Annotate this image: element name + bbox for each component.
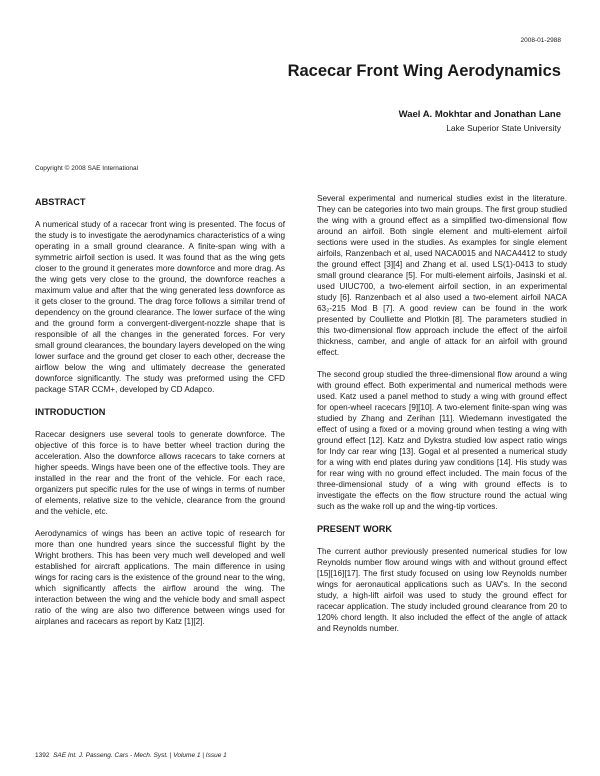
introduction-heading: INTRODUCTION (35, 407, 106, 417)
right-column (317, 193, 567, 645)
page-footer (35, 752, 227, 759)
paper-id: 2008-01-2988 (520, 37, 561, 44)
introduction-paragraph-2: Aerodynamics of wings has been an active topic of research for more than one hundred years since the successful flight by the Wright brothers. This has been very much well developed and well established for aircraft applications. The main difference in using wings for racing cars is the existence of the ground near to the wing, which significantly affects the airflow around the wing. The interaction between the wing and the vehicle body and small aspect ratio of the wing are also two difference between wings used for airplanes and racecars as report by Katz [1][2]. (35, 529, 285, 626)
literature-paragraph-1: Several experimental and numerical studies exist in the literature. They can be categories into two main groups. The first group studied the wing with a ground effect as a simplified two-dimensional flow around an airfoil. Both single element and multi-element airfoil sections were used in the studies. As examples for single element airfoils, Ranzenbach et al, used NACA0015 and NACA4412 to study the ground effect [3][4] and Zhang et al. used LS(1)-0413 to study small ground clearance [5]. For multi-element airfoils, Jasinski et al. used UIUC700, a two-element airfoil section, in an experimental study [6]. Ranzenbach et al also used a two-element airfoil NACA 63₂-215 Mod B [7]. A good review can be found in the work presented by Coulliette and Plotkin [8]. The parameters studied in this two-dimensional flow approach include the effect of the airfoil thickness, camber, and angle of attack for an airfoil with ground effect. (317, 194, 567, 357)
copyright-notice: Copyright © 2008 SAE International (35, 165, 139, 172)
page-number: 1392 (35, 752, 50, 759)
literature-paragraph-2: The second group studied the three-dimensional flow around a wing with ground effect. Both experimental and numerical methods were used. Katz used a panel method to study a wing with ground effect for open-wheel racecars [9][10]. A two-element finite-span wing was studied by Zhang and Zerihan [11]. Wiedemann investigated the effect of using a fixed or a moving ground when testing a wing with ground effect [12]. Katz and Dykstra studied low aspect ratio wings for Indy car rear wing [13]. Gogal et al presented a numerical study for a wing with end plates during yaw conditions [14]. His study was for rear wing with no ground effect included. The main focus of the three-dimensional study of a wing with ground effects is to investigate the effects on the flow structure round the actual wing such as the wake roll up and the wing-tip vortices. (317, 370, 567, 511)
affiliation: Lake Superior State University (446, 123, 561, 133)
journal-info: SAE Int. J. Passeng. Cars - Mech. Syst. | Volume 1 | Issue 1 (53, 752, 227, 759)
authors: Wael A. Mokhtar and Jonathan Lane (398, 109, 561, 120)
introduction-paragraph-1: Racecar designers use several tools to generate downforce. The objective of this force is to have better wheel traction during the acceleration. Also the downforce allows racecars to take corners at higher speeds. Wings have been one of the effective tools. They are installed in the rear and the front of the vehicle. For each race, organizers put specific rules for the use of wings in terms of number of elements, relative size to the vehicle, clearance from the ground and the vehicle, etc. (35, 430, 285, 516)
abstract-text: A numerical study of a racecar front wing is presented. The focus of the study is to investigate the aerodynamics characteristics of a wing operating in a small ground clearance. A finite-span wing with a symmetric airfoil section is used. It was found that as the wing gets closer to the ground it generates more downforce and more drag. As the wing gets very close to the ground, the downforce reaches a maximum value and after that the wing generated less downforce as it gets closer to the ground. The drag force follows a similar trend of dependency on the ground clearance. The lower surface of the wing and the ground form a convergent-divergent-nozzle shape that is responsible of all the changes in the generated forces. For very small ground clearances, the boundary layers developed on the wing lower surface and the ground get closer to each other, decrease the airflow below the wing and ultimately decrease the generated downforce significantly. The study was preformed using the CFD package STAR CCM+, developed by CD Adapco. (35, 220, 285, 394)
abstract-heading: ABSTRACT (35, 197, 86, 207)
present-work-heading: PRESENT WORK (317, 524, 393, 534)
left-column (35, 193, 285, 638)
present-work-paragraph: The current author previously presented numerical studies for low Reynolds number flow around wings with and without ground effect [15][16][17]. The first study focused on using low Reynolds number wings for aeronautical applications such as UAV's. In the second study, a high-lift airfoil was used to study the ground effect for racecar application. The study included ground clearance from 20 to 120% chord length. It also included the effect of the angle of attack and Reynolds number. (317, 547, 567, 633)
paper-title: Racecar Front Wing Aerodynamics (287, 62, 561, 80)
